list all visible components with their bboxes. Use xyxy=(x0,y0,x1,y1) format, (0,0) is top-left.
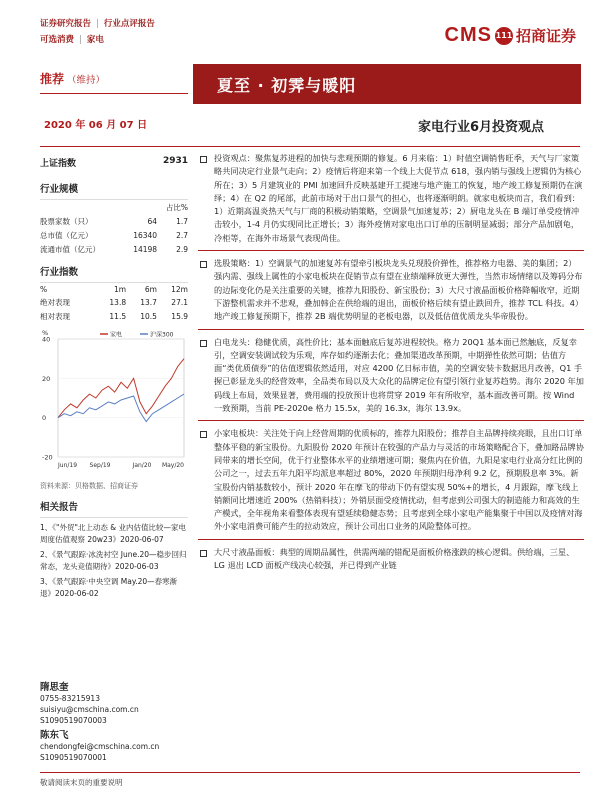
table-cell: 64 xyxy=(147,216,158,226)
table-header-cell: 6m xyxy=(144,284,157,294)
performance-chart xyxy=(40,325,188,477)
table-header-cell: 占比% xyxy=(165,202,188,212)
left-sidebar xyxy=(40,152,188,599)
rating-bar xyxy=(40,64,188,94)
tag-report-type: 证券研究报告 xyxy=(40,19,92,29)
y-tick-label: % xyxy=(42,329,49,337)
table-row xyxy=(40,295,188,309)
company-logo xyxy=(445,24,576,47)
analyst-cert: S1090519070003 xyxy=(40,716,107,725)
table-cell: 绝对表现 xyxy=(40,297,70,307)
paragraph-stock-strategy: 选股策略：1）空调景气的加速复苏有望牵引板块龙头兑现股价弹性，推荐格力电器、美的集团；2）强内需、强线上属性的小家电板块在促销节点有望在业绩端释放更大弹性，当然市场情绪以及筹码分布的边际变化仍是关注重要的关键，推荐九阳股份、新宝股份；3）大尺寸液晶面板价格降幅收窄，近期下游整机需求并不悲观，叠加韩企在供给端的退出，面板价格后续有望止跌回升，推荐 TCL 科技。4）地产竣工修复预期下，推荐 2B 端优势明显的老板电器，以及低估值优质龙头华帝股份。 xyxy=(198,257,584,329)
table-cell: 14198 xyxy=(133,244,158,254)
report-title: 家电行业6月投资观点 xyxy=(417,120,544,135)
y-tick-label: 40 xyxy=(42,335,51,344)
y-tick-label: -20 xyxy=(42,453,53,462)
table-cell: 16340 xyxy=(133,230,158,240)
table-cell: 股票家数（只） xyxy=(40,216,93,226)
table-row xyxy=(40,214,188,228)
table-cell: 15.9 xyxy=(171,311,188,321)
logo-circle-icon: 111 xyxy=(495,27,513,45)
table-cell: 2.7 xyxy=(176,230,188,240)
performance-table xyxy=(40,283,188,323)
table-row xyxy=(40,283,188,295)
table-header-cell: 12m xyxy=(171,284,188,294)
paragraph-white-goods: 白电龙头：稳健优质，高性价比；基本面触底后复苏进程较快。格力 20Q1 基本面已然触底，反复幸引，空调安装调试较为乐观，库存如约逐渐去化；叠加渠道改革预期，中期弹性依然可期；估值方面“类优质债券”的估值逻辑依然适用，对应 4200 亿日标市值，美的空调安装卡数据迅月改善，Q1 手握已彰显龙头的经营效率，全品类布局以及大众化的品牌定位有望引领行业复苏趋势。海尔 2020 年加码线上布局，效果显著，费用端的投放预计也将贯穿 2019 年有所收窄，基本面改善可期。按 Wind 一致预期，当前 PE-2020e 格力 15.5x，美的 16.3x，海尔 13.9x。 xyxy=(198,336,584,422)
logo-company-name: 招商证券 xyxy=(515,27,576,45)
industry-heading: 行业规模 xyxy=(40,177,188,200)
x-tick-label: Jun/19 xyxy=(58,462,78,469)
paragraph-investment-view: 投资观点：聚焦复苏进程的加快与悲观预期的修复。6 月来临：1）时值空调销售旺季，天气与厂家策略共同决定行业景气走向；2）疫情后将迎来第一个线上大促节点 618，强内销与强线上逻辑仍为核心所在；3）5 月建筑业的 PMI 加速回升反映基建开工提速与地产施工的恢复，地产竣工修复预期仍在演绎；4）在 Q2 的尾部，此前市场对于出口景气的担心，也将逐渐明朗。就家电板块而言，我们看到：1）近期高温炎热天气与厂商的积极动销策略，空调景气加速复苏；2）厨电龙头在 B 端订单受疫情冲击较小，1-4 月仍实现同比正增长；3）海外疫情对家电出口订单的压制明显减弱；部分产品加剧龟，冷柜等，在海外市场景气表现尚佳。 xyxy=(198,152,584,251)
chart-frame xyxy=(58,339,184,457)
rating-sub: （维持） xyxy=(67,74,106,86)
table-cell: 2.9 xyxy=(176,244,188,254)
related-item[interactable]: 3、《景气跟踪·中央空调 May.20—春寒渐退》2020-06-02 xyxy=(40,577,178,598)
logo-cms-text: CMS xyxy=(444,24,492,46)
tag-sector: 可选消费 xyxy=(40,35,75,45)
table-row xyxy=(40,242,188,256)
table-cell: 1.7 xyxy=(176,216,188,226)
table-row xyxy=(40,228,188,242)
tag-industry: 家电 xyxy=(86,35,104,45)
legend-label: 家电 xyxy=(110,331,123,339)
related-item[interactable]: 1、《"外贸"北上动态 & 业内估值比较—家电周度估值观察 20w23》2020-06-07 xyxy=(40,523,187,544)
table-cell: 13.7 xyxy=(140,297,157,307)
y-tick-label: 20 xyxy=(42,374,51,383)
related-item[interactable]: 2、《景气跟踪·冰洗衬空 June.20—稳步回归常态，龙头竞值期待》2020-06-03 xyxy=(40,550,187,571)
analyst-name: 隋思奎 xyxy=(40,682,69,693)
chart-source: 资料来源：贝格数据、招商证券 xyxy=(40,482,138,490)
table-row xyxy=(40,200,188,214)
table-row xyxy=(40,309,188,323)
table-cell: 13.8 xyxy=(109,297,127,307)
x-tick-label: May/20 xyxy=(161,462,184,469)
related-list xyxy=(40,522,188,599)
index-label: 上证指数 xyxy=(40,159,77,169)
table-cell: 11.5 xyxy=(109,311,127,321)
analyst-phone: 0755-83215913 xyxy=(40,694,100,703)
industry-table xyxy=(40,200,188,256)
header-tags: 证券研究报告 | 行业点评报告 可选消费 | 家电 xyxy=(40,19,155,45)
index-value: 2931 xyxy=(162,156,188,166)
x-tick-label: Jan/20 xyxy=(132,462,152,469)
performance-heading: 行业指数 xyxy=(40,260,188,283)
analyst-email[interactable]: suisiyu@cmschina.com.cn xyxy=(40,705,139,714)
series-line-0 xyxy=(58,359,184,418)
y-tick-label: 0 xyxy=(42,414,47,423)
table-cell: 10.5 xyxy=(140,311,157,321)
table-cell: 流通市值（亿元） xyxy=(40,244,100,254)
performance-chart-svg xyxy=(40,325,188,475)
analyst-cert: S1090519070001 xyxy=(40,753,107,762)
footer-note: 敬请阅读末页的重要说明 xyxy=(40,772,580,788)
x-tick-label: Sep/19 xyxy=(89,462,111,469)
main-content xyxy=(198,152,584,583)
headline: 夏至 · 初霁与暖阳 xyxy=(217,75,357,95)
table-cell: 相对表现 xyxy=(40,311,70,321)
table-cell: 27.1 xyxy=(171,297,188,307)
paragraph-lcd-panel: 大尺寸液晶面板：典型的周期品属性，供需两端的错配是面板价格涨跌的核心逻辑。供给端，三星、LG 退出 LCD 面板产线决心较强，并已得到产业链 xyxy=(198,546,584,578)
index-row xyxy=(40,152,188,173)
analyst-block xyxy=(40,682,159,763)
tag-report-subtype: 行业点评报告 xyxy=(103,19,155,29)
table-header-cell: % xyxy=(40,284,48,294)
related-heading: 相关报告 xyxy=(40,495,188,518)
legend-label: 沪深300 xyxy=(150,331,174,339)
analyst-name: 陈东飞 xyxy=(40,730,69,741)
report-date: 2020 年 06 月 07 日 xyxy=(44,120,148,131)
divider xyxy=(40,146,580,147)
paragraph-small-appliances: 小家电板块：关注处于向上经营周期的优质标的，推荐九阳股份；推荐自主品牌持续亮眼，且出口订单整体平稳的新宝股份。九阳股份 2020 年预计在较强的产品力与灵活的市场策略配合下，叠加路品牌协同带来的增长空间，优于行业整体水平的业绩增速可期；聚焦内在价值，九阳是家电行业高分红比例的公司之一，过去五年九阳平均派息率超过 80%，2020 年预期归母净利 9.2 亿，预期股息率 3%。新宝股份内销基数较小，预计 2020 年在摩飞的带动下仍有望实现 50%+的增长，4 月跟踪，摩飞线上销额同比增速近 200%（热销料技）；外销层面受疫情扰动，但考虑到公司强大的制造能力和高效的生产模式，全年视角来看整体表现有望延续稳健态势；且考虑到全球小家电产能集聚于中国以及疫情对海外小家电消费可能产生的拉动效应，预计公司出口业务的风险整体可控。 xyxy=(198,427,584,539)
headline-banner xyxy=(193,64,581,104)
table-header-cell: 1m xyxy=(114,284,127,294)
rating-label: 推荐 xyxy=(40,72,65,86)
table-cell: 总市值（亿元） xyxy=(40,230,93,240)
analyst-email[interactable]: chendongfei@cmschina.com.cn xyxy=(40,742,160,751)
